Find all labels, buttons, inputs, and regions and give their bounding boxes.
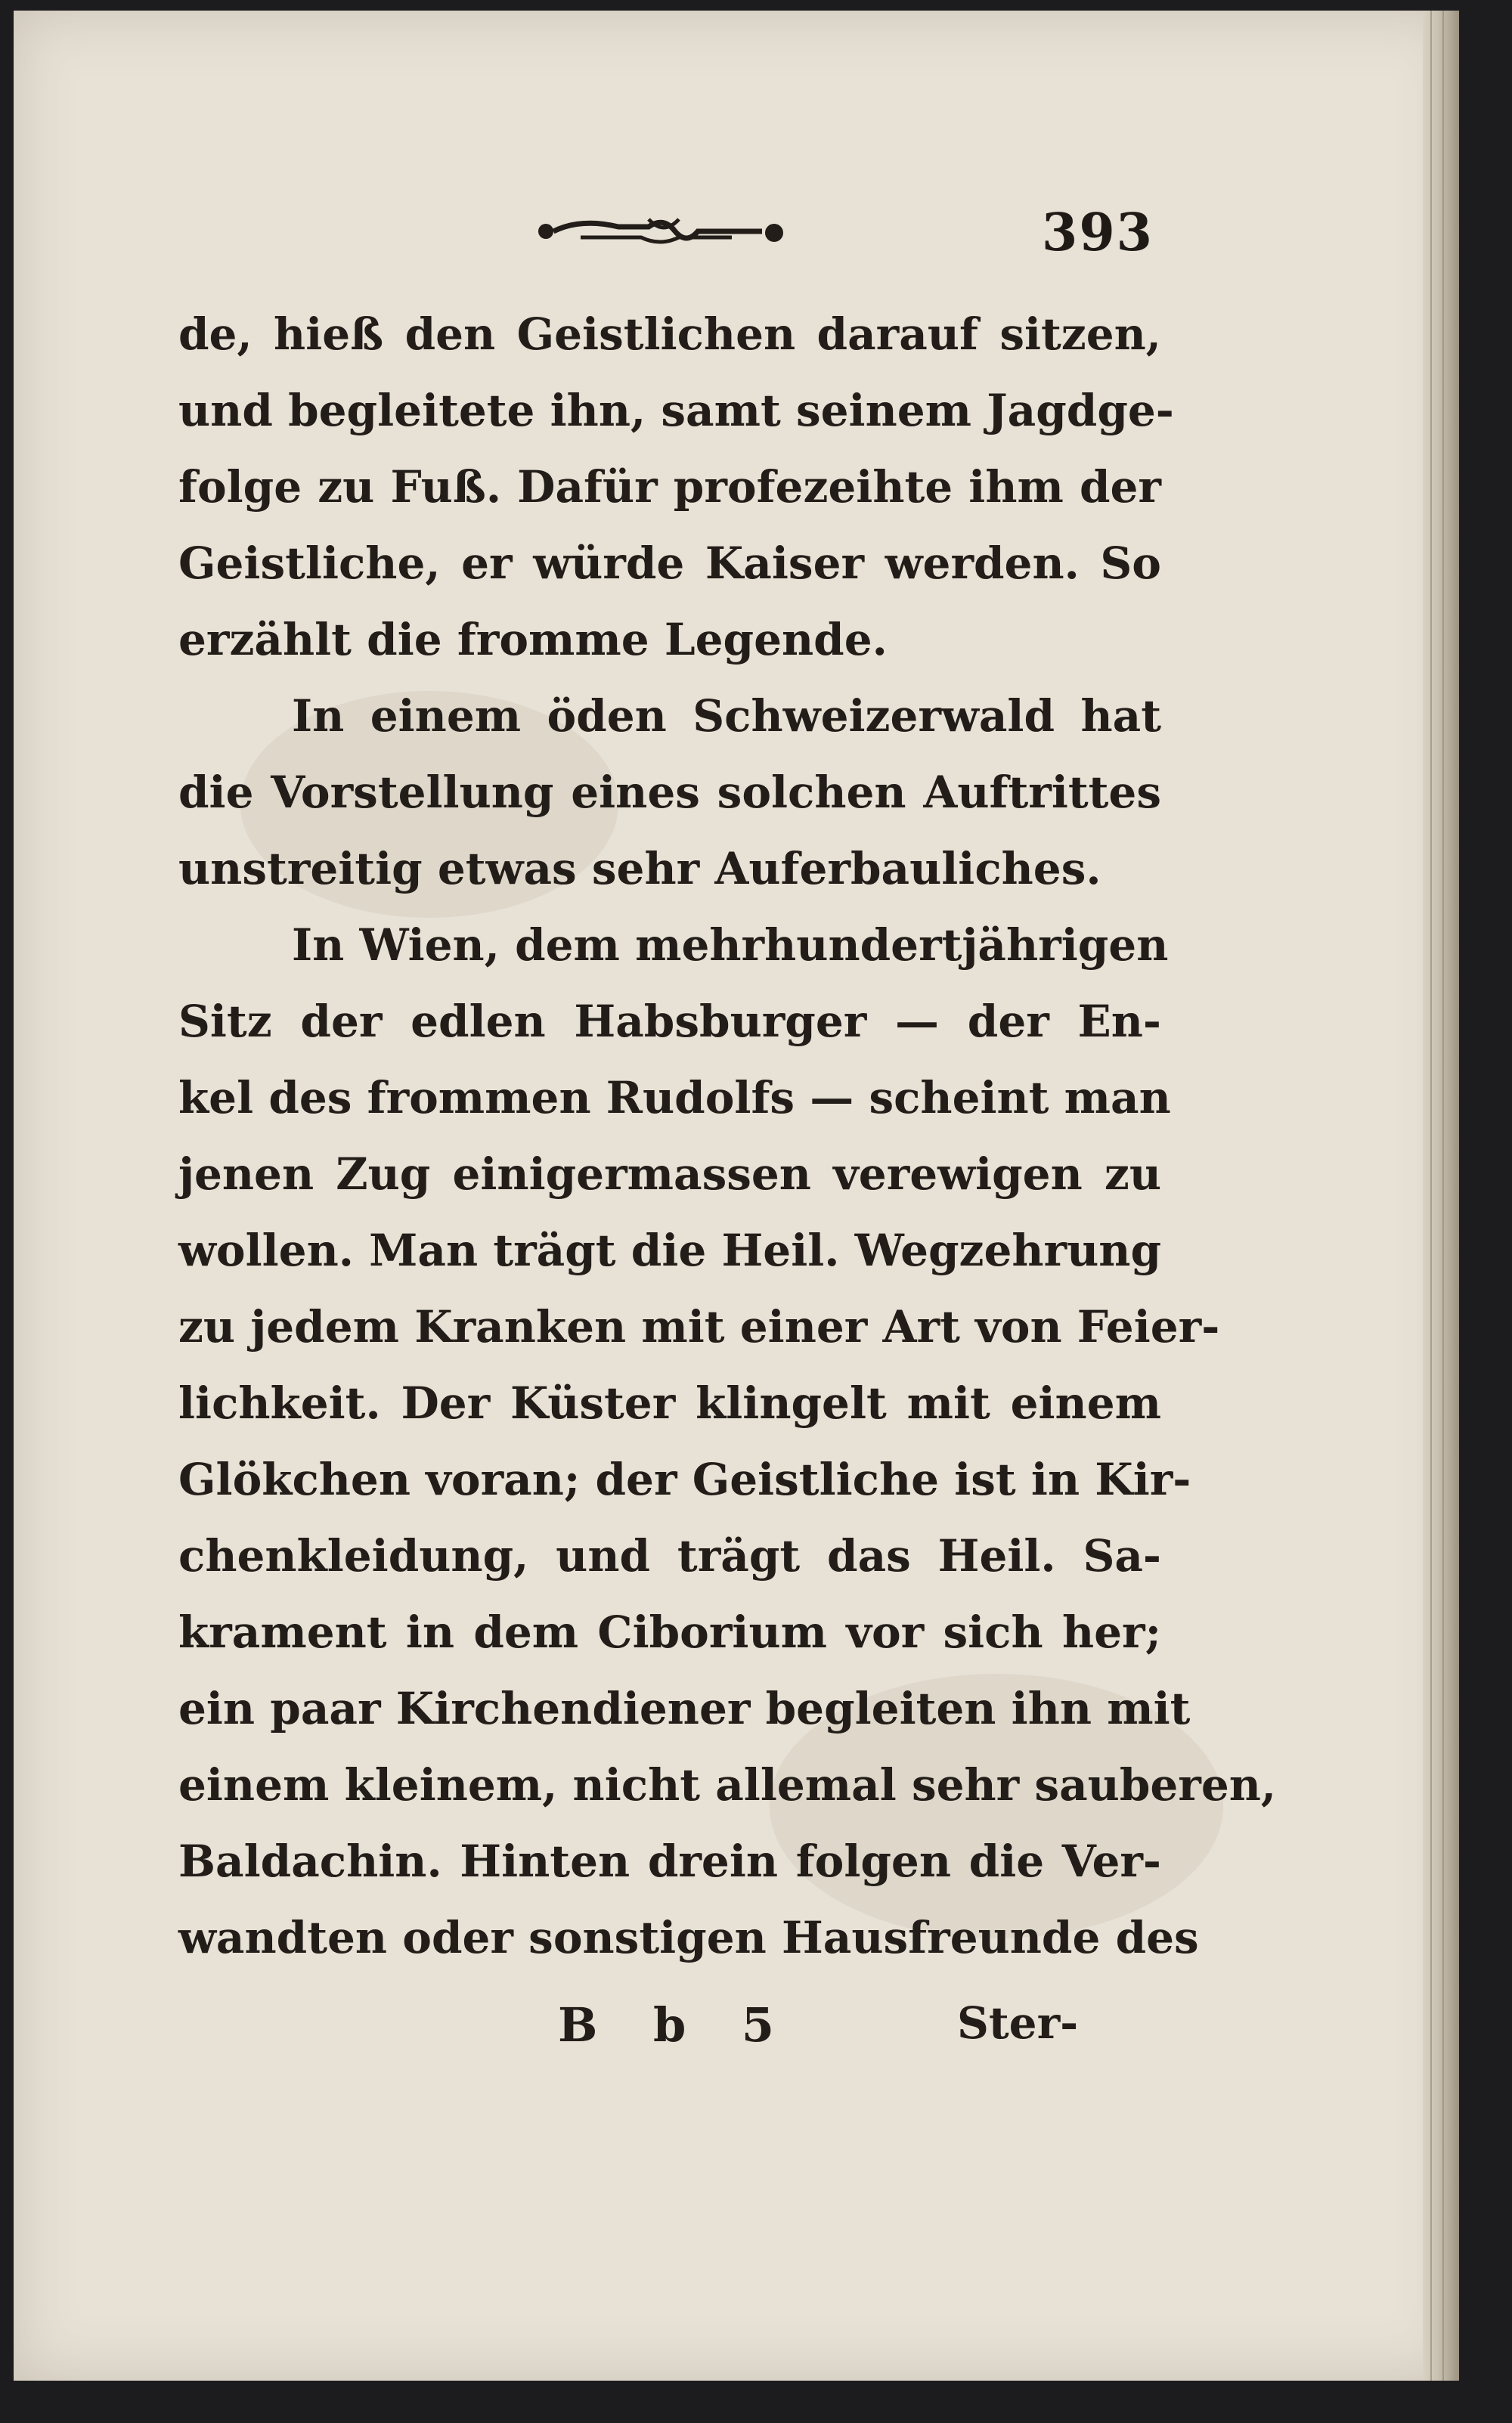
ornament-rule-icon xyxy=(535,209,792,254)
text-line: Glökchen voran; der Geistliche ist in Kir- xyxy=(178,1454,1191,1505)
catchword: Ster- xyxy=(957,1997,1079,2049)
text-line: und begleitete ihn, samt seinem Jagdge- xyxy=(178,385,1174,436)
page-footer xyxy=(14,1997,1459,2065)
text-line: wandten oder sonstigen Hausfreunde des xyxy=(178,1912,1199,1963)
page-header xyxy=(14,203,1459,269)
text-line: lichkeit. Der Küster klingelt mit einem xyxy=(178,1377,1161,1429)
text-line: de, hieß den Geistlichen darauf sitzen, xyxy=(178,308,1161,360)
signature-mark: B b 5 xyxy=(558,1997,795,2053)
text-line: kel des frommen Rudolfs — scheint man xyxy=(178,1072,1171,1123)
text-line: In einem öden Schweizerwald hat xyxy=(292,690,1161,742)
body-text xyxy=(178,296,1277,1976)
page-edge xyxy=(1423,11,1459,2381)
text-line: folge zu Fuß. Dafür profezeihte ihm der xyxy=(178,461,1161,513)
text-line: In Wien, dem mehrhundertjährigen xyxy=(292,919,1169,971)
text-line: Geistliche, er würde Kaiser werden. So xyxy=(178,538,1161,589)
text-line: wollen. Man trägt die Heil. Wegzehrung xyxy=(178,1225,1161,1276)
text-line: einem kleinem, nicht allemal sehr sauberen, xyxy=(178,1759,1277,1811)
text-line: ein paar Kirchendiener begleiten ihn mit xyxy=(178,1683,1191,1734)
text-line: die Vorstellung eines solchen Auftrittes xyxy=(178,767,1161,818)
text-line: chenkleidung, und trägt das Heil. Sa- xyxy=(178,1530,1161,1582)
text-line: jenen Zug einigermassen verewigen zu xyxy=(178,1148,1161,1200)
text-line: krament in dem Ciborium vor sich her; xyxy=(178,1607,1161,1658)
paper-page xyxy=(14,11,1459,2381)
text-line: erzählt die fromme Legende. xyxy=(178,614,888,665)
text-line: Baldachin. Hinten drein folgen die Ver- xyxy=(178,1836,1161,1887)
text-line: Sitz der edlen Habsburger — der En- xyxy=(178,996,1161,1047)
page-number: 393 xyxy=(1042,203,1154,263)
text-line: unstreitig etwas sehr Auferbauliches. xyxy=(178,843,1101,894)
text-line: zu jedem Kranken mit einer Art von Feier- xyxy=(178,1301,1220,1352)
